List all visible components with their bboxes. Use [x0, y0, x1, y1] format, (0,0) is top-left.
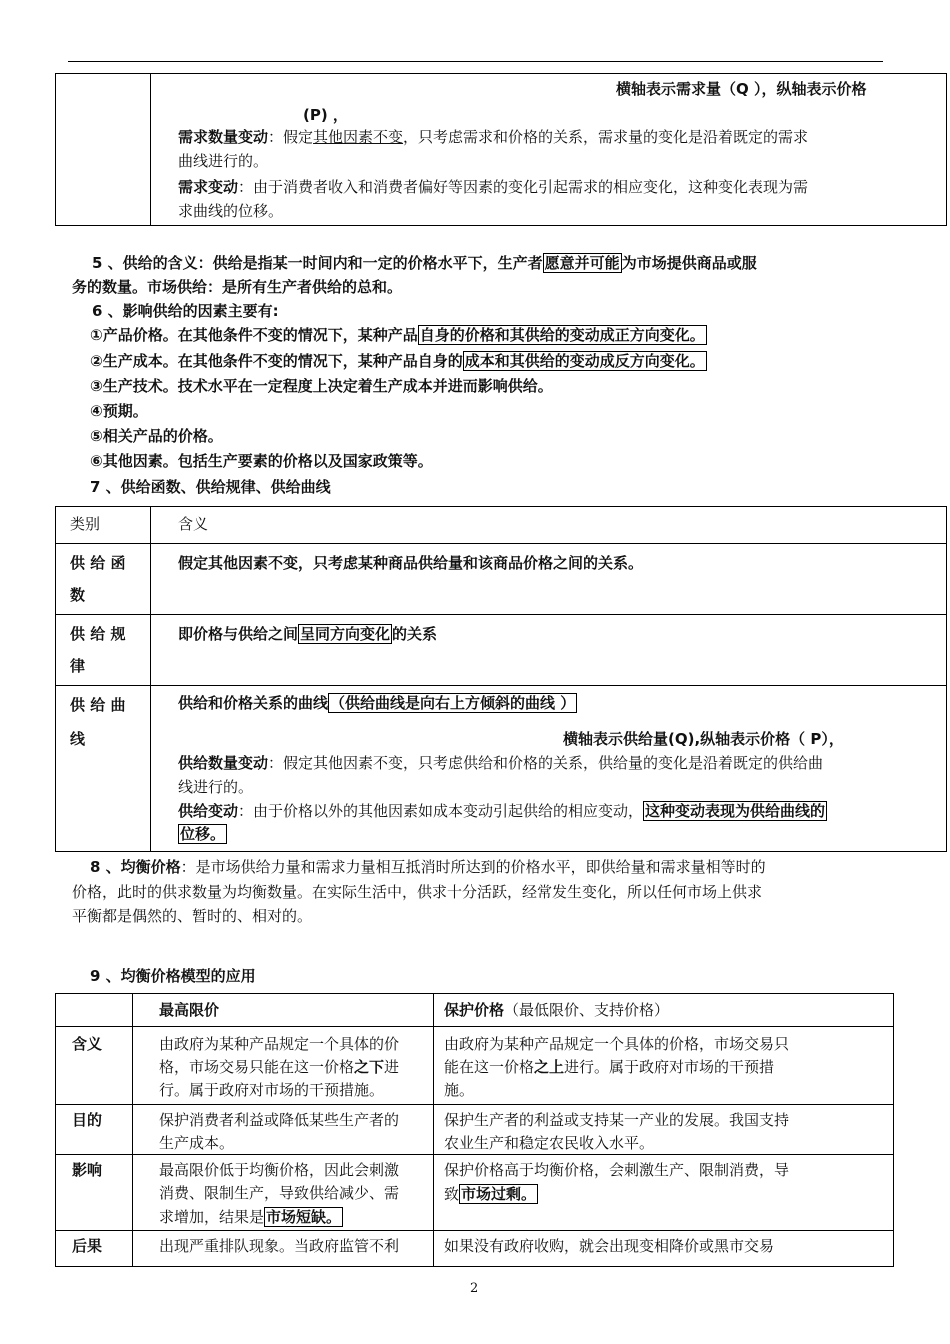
- demand-table: [55, 73, 947, 226]
- pc-header-protect: 保护价格（最低限价、支持价格）: [434, 994, 894, 1027]
- pc-meaning-protect: 由政府为某种产品规定一个具体的价格，市场交易只 能在这一价格之上进行。属于政府对市场的干预措 施。: [434, 1027, 894, 1105]
- pc-header-empty: [56, 994, 133, 1027]
- equilibrium-price-line-2: 价格，此时的供求数量为均衡数量。在实际生活中，供求十分活跃，经常发生变化，所以任何市场上供求: [72, 883, 763, 901]
- pc-row-result: 后果: [56, 1231, 133, 1267]
- supply-factor-price: ①产品价格。在其他条件不变的情况下，某种产品 自身的价格和其供给的变动成正方向变化。: [90, 326, 705, 344]
- supply-factor-related: ⑤相关产品的价格。: [90, 427, 223, 445]
- supply-definition-line-2: 务的数量。市场供给：是所有生产者供给的总和。: [72, 278, 403, 296]
- supply-table-header-meaning: 含义: [151, 507, 947, 544]
- supply-table-header-category: 类别: [56, 507, 151, 544]
- pc-meaning-max: 由政府为某种产品规定一个具体的价 格，市场交易只能在这一价格之下进 行。属于政府对市场的干预措施。: [133, 1027, 434, 1105]
- pc-purpose-max: 保护消费者利益或降低某些生产者的 生产成本。: [133, 1105, 434, 1155]
- supply-table: [55, 506, 947, 852]
- supply-curve-text: 供给和价格关系的曲线 （供给曲线是向右上方倾斜的曲线 ） 横轴表示供给量(Q),纵轴表示价格（ P）， 供给数量变动：假定其他因素不变，只考虑供给和价格的关系，供给量的变化是沿着既定的供给曲 线进行的。 供给变动：由于价格以外的其他因素如成本变动引起供给的相应变动， 这种变动表现为供给曲线的 位移。: [151, 686, 947, 852]
- supply-factor-other: ⑥其他因素。包括生产要素的价格以及国家政策等。: [90, 452, 433, 470]
- supply-factor-tech: ③生产技术。技术水平在一定程度上决定着生产成本并进而影响供给。: [90, 377, 553, 395]
- supply-factor-expect: ④预期。: [90, 402, 148, 420]
- supply-function-label: 供 给 函 数: [56, 544, 151, 615]
- supply-function-title: 7 、供给函数、供给规律、供给曲线: [90, 478, 331, 496]
- equilibrium-price-line-3: 平衡都是偶然的、暂时的、相对的。: [72, 907, 313, 925]
- demand-qty-change-line-2: 曲线进行的。: [178, 152, 269, 170]
- pc-row-purpose: 目的: [56, 1105, 133, 1155]
- demand-table-category-cell: [56, 74, 151, 226]
- demand-change: 需求变动：由于消费者收入和消费者偏好等因素的变化引起需求的相应变化，这种变化表现为需: [178, 178, 809, 196]
- supply-factors-title: 6 、影响供给的因素主要有:: [92, 302, 279, 320]
- pc-result-max: 出现严重排队现象。当政府监管不利: [133, 1231, 434, 1267]
- price-model-title: 9 、均衡价格模型的应用: [90, 967, 256, 985]
- equilibrium-price: 8 、均衡价格：是市场供给力量和需求力量相互抵消时所达到的价格水平，即供给量和需求量相等时的: [90, 858, 766, 876]
- demand-change-line-2: 求曲线的位移。: [178, 202, 284, 220]
- supply-definition: 5 、供给的含义：供给是指某一时间内和一定的价格水平下，生产者 愿意并可能 为市场提供商品或服: [92, 254, 757, 272]
- demand-axis-line: 横轴表示需求量（Q ），纵轴表示价格: [616, 80, 867, 98]
- supply-curve-label: 供 给 曲 线: [56, 686, 151, 852]
- pc-row-effect: 影响: [56, 1155, 133, 1231]
- supply-function-text: 假定其他因素不变，只考虑某种商品供给量和该商品价格之间的关系。: [151, 544, 947, 615]
- supply-law-label: 供 给 规 律: [56, 615, 151, 686]
- pc-row-meaning: 含义: [56, 1027, 133, 1105]
- pc-result-protect: 如果没有政府收购，就会出现变相降价或黑市交易: [434, 1231, 894, 1267]
- page-number: 2: [470, 1281, 479, 1296]
- pc-effect-protect: 保护价格高于均衡价格，会刺激生产、限制消费，导 致 市场过剩。: [434, 1155, 894, 1231]
- price-control-table: [55, 993, 894, 1267]
- supply-law-text: 即价格与供给之间 呈同方向变化 的关系: [151, 615, 947, 686]
- pc-effect-max: 最高限价低于均衡价格，因此会刺激 消费、限制生产，导致供给减少、需 求增加，结果是 市场短缺。: [133, 1155, 434, 1231]
- demand-table-content-cell: [151, 74, 947, 226]
- demand-qty-change: 需求数量变动：假定其他因素不变，只考虑需求和价格的关系，需求量的变化是沿着既定的需求: [178, 128, 809, 146]
- demand-axis-line-2: (P) ，: [303, 106, 348, 124]
- pc-purpose-protect: 保护生产者的利益或支持某一产业的发展。我国支持 农业生产和稳定农民收入水平。: [434, 1105, 894, 1155]
- header-rule: [68, 61, 883, 62]
- pc-header-max: 最高限价: [133, 994, 434, 1027]
- supply-factor-cost: ②生产成本。在其他条件不变的情况下，某种产品自身的 成本和其供给的变动成反方向变化。: [90, 352, 705, 370]
